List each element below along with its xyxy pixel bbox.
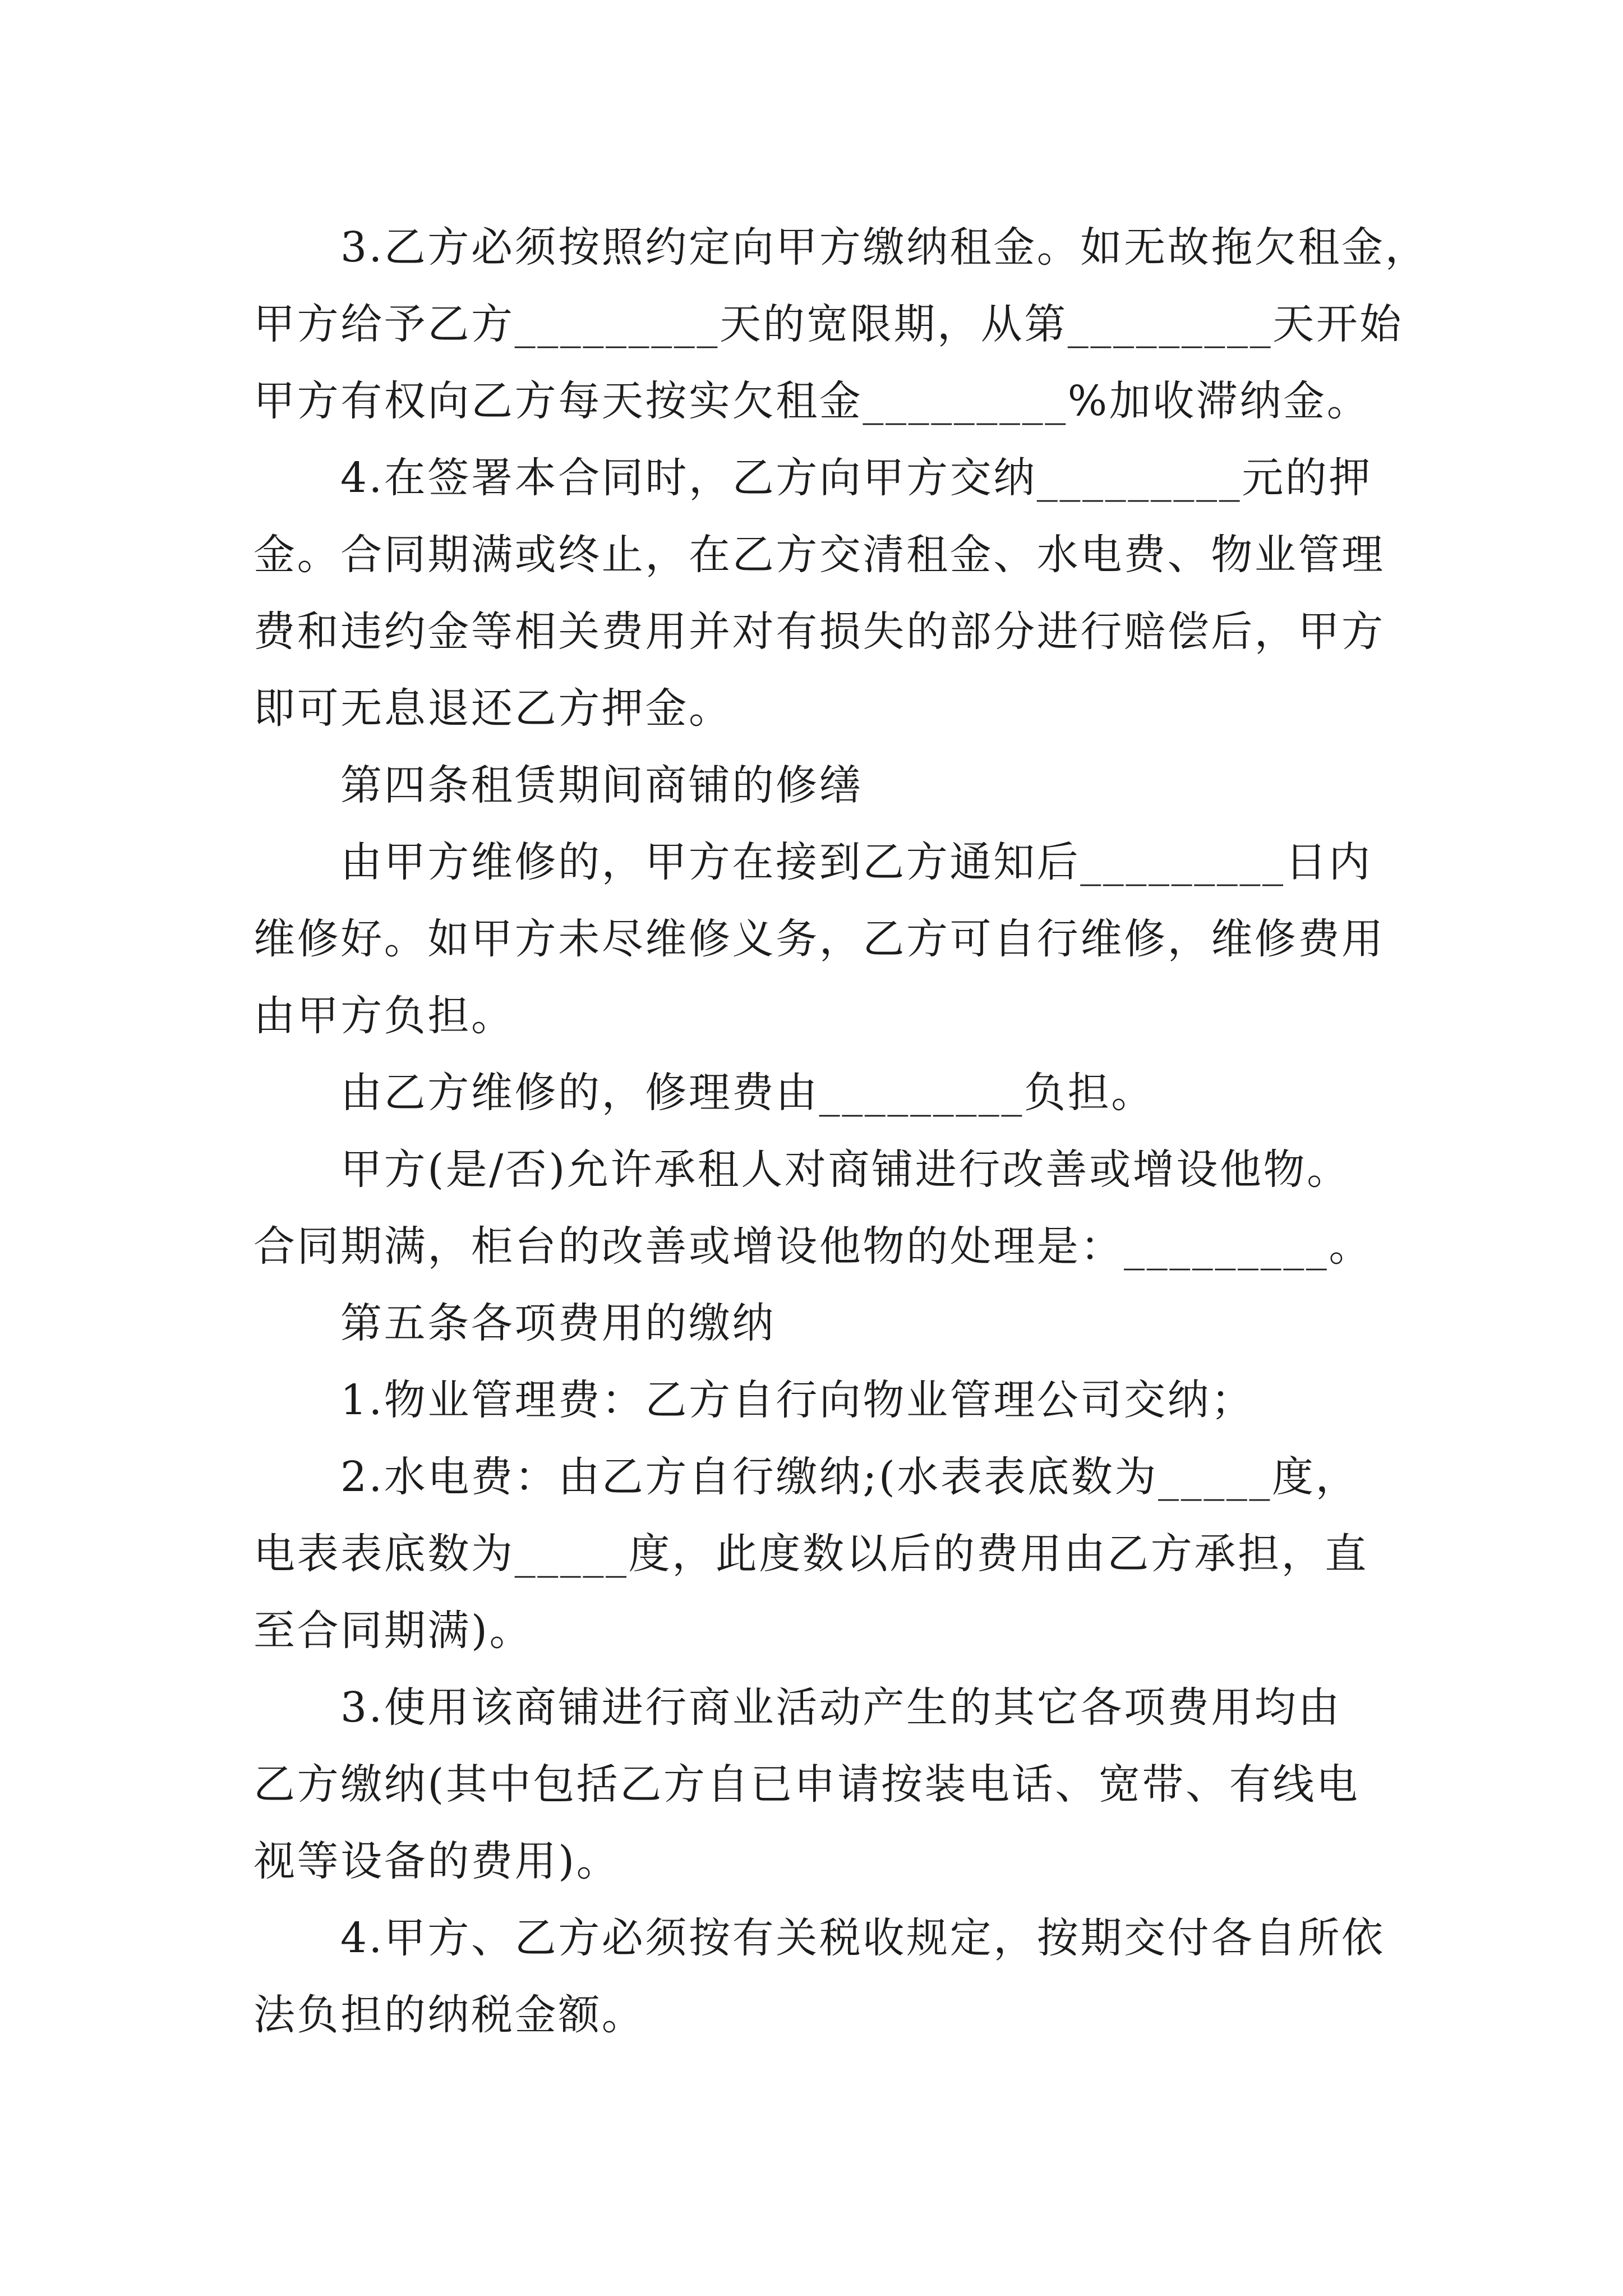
- fee-item-3-line: 3.使用该商铺进行商业活动产生的其它各项费用均由: [340, 1683, 1342, 1732]
- text-line: 法负担的纳税金额。: [253, 1991, 645, 2039]
- improvement-permission-line: 甲方(是/否)允许承租人对商铺进行改善或增设他物。: [340, 1145, 1350, 1194]
- text-line: 电表表底数为_____度，此度数以后的费用由乙方承担，直: [253, 1530, 1368, 1578]
- article-4-heading: 第四条租赁期间商铺的修缮: [340, 761, 863, 809]
- text-line: 甲方给予乙方_________天的宽限期，从第_________天开始: [253, 300, 1403, 348]
- tenant-repair-line: 由乙方维修的，修理费由_________负担。: [340, 1069, 1155, 1117]
- text-line: 乙方缴纳(其中包括乙方自已申请按装电话、宽带、有线电: [253, 1760, 1360, 1809]
- fee-item-2-line: 2.水电费：由乙方自行缴纳;(水表表底数为_____度，: [340, 1453, 1359, 1501]
- text-line: 视等设备的费用)。: [253, 1837, 620, 1885]
- landlord-repair-line: 由甲方维修的，甲方在接到乙方通知后_________日内: [340, 838, 1372, 886]
- fee-item-4-line: 4.甲方、乙方必须按有关税收规定，按期交付各自所依: [340, 1914, 1385, 1962]
- clause-4-deposit-line: 4.在签署本合同时，乙方向甲方交纳_________元的押: [340, 454, 1373, 502]
- text-line: 合同期满，柜台的改善或增设他物的处理是：_________。: [253, 1222, 1372, 1271]
- text-line: 由甲方负担。: [253, 992, 515, 1040]
- text-line: 金。合同期满或终止，在乙方交清租金、水电费、物业管理: [253, 531, 1385, 579]
- text-line: 至合同期满)。: [253, 1607, 533, 1655]
- clause-3-rent-payment-line: 3.乙方必须按照约定向甲方缴纳租金。如无故拖欠租金，: [340, 223, 1429, 272]
- article-5-heading: 第五条各项费用的缴纳: [340, 1299, 776, 1347]
- fee-item-1-line: 1.物业管理费：乙方自行向物业管理公司交纳；: [340, 1376, 1255, 1424]
- text-line: 甲方有权向乙方每天按实欠租金_________%加收滞纳金。: [253, 377, 1371, 425]
- contract-text: [253, 209, 1487, 2054]
- text-line: 费和违约金等相关费用并对有损失的部分进行赔偿后，甲方: [253, 608, 1385, 656]
- text-line: 维修好。如甲方未尽维修义务，乙方可自行维修，维修费用: [253, 915, 1385, 963]
- text-line: 即可无息退还乙方押金。: [253, 684, 732, 733]
